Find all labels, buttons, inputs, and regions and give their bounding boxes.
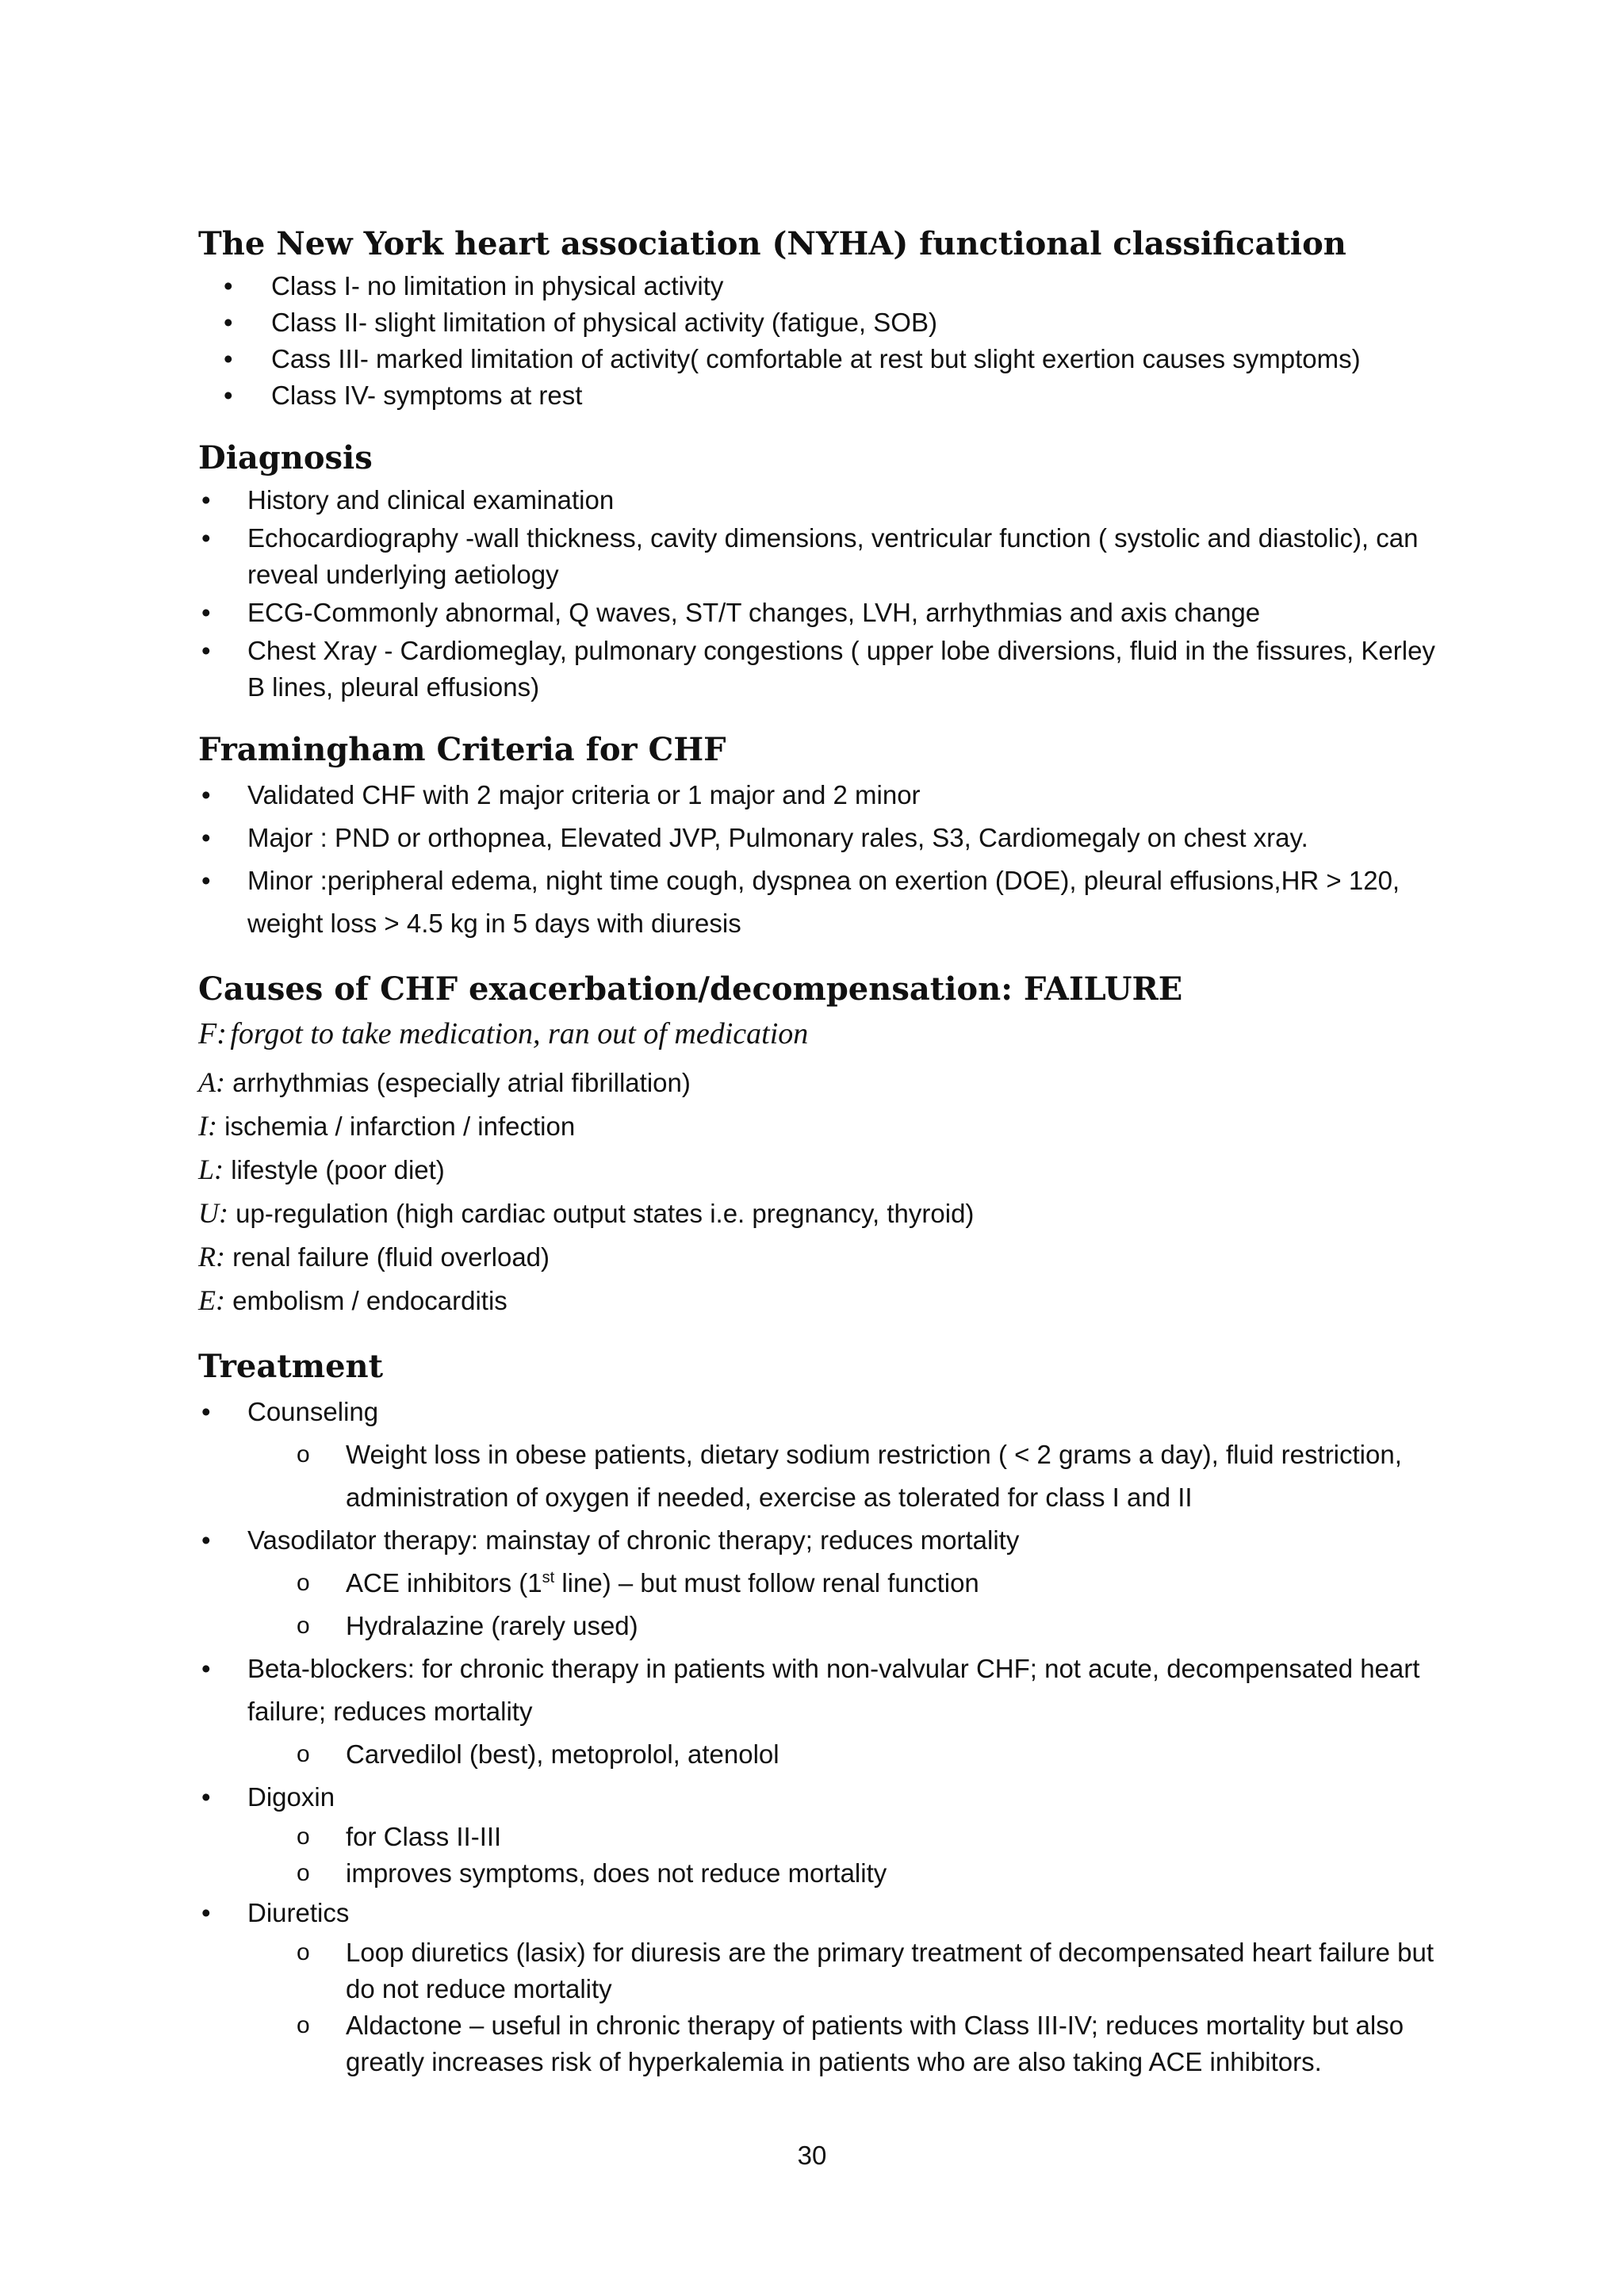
page-number: 30 bbox=[797, 2141, 827, 2170]
list-item: • ECG-Commonly abnormal, Q waves, ST/T changes, LVH, arrhythmias and axis change bbox=[198, 595, 1435, 631]
treatment-item-beta-blockers bbox=[198, 1647, 1435, 1776]
sub-list bbox=[247, 1733, 1435, 1776]
sub-item-text: line) – but must follow renal function bbox=[554, 1568, 979, 1598]
item-label: Diuretics bbox=[247, 1898, 350, 1927]
list-item: • Class I- no limitation in physical activity bbox=[198, 268, 1435, 304]
sub-list bbox=[247, 1819, 1435, 1892]
list-item: • Chest Xray - Cardiomeglay, pulmonary congestions ( upper lobe diversions, fluid in the fissures, Kerley B lines, pleural effusions) bbox=[198, 633, 1435, 706]
mnemonic-text: embolism / endocarditis bbox=[232, 1286, 508, 1315]
list-item: • Class II- slight limitation of physical activity (fatigue, SOB) bbox=[198, 304, 1435, 341]
nyha-heading: The New York heart association (NYHA) functional classification bbox=[198, 225, 1346, 262]
mnemonic-letter: A: bbox=[198, 1066, 225, 1098]
treatment-item-counseling bbox=[198, 1391, 1435, 1519]
list-item: • Cass III- marked limitation of activity( comfortable at rest but slight exertion causes symptoms) bbox=[198, 341, 1435, 377]
treatment-section bbox=[198, 1345, 1435, 2080]
mnemonic-text: up-regulation (high cardiac output states i.e. pregnancy, thyroid) bbox=[236, 1199, 975, 1228]
list-item: • Echocardiography -wall thickness, cavity dimensions, ventricular function ( systolic and diastolic), can reveal underlying aetiology bbox=[198, 520, 1435, 593]
sub-item: o Hydralazine (rarely used) bbox=[247, 1605, 1435, 1647]
list-item: • Validated CHF with 2 major criteria or 1 major and 2 minor bbox=[198, 774, 1435, 817]
sub-item: o improves symptoms, does not reduce mortality bbox=[247, 1855, 1435, 1892]
sub-item: o Aldactone – useful in chronic therapy of patients with Class III-IV; reduces mortality but also greatly increases risk of hyperkalemia in patients who are also taking ACE inhibitors. bbox=[247, 2007, 1435, 2080]
failure-line-l bbox=[198, 1148, 1435, 1192]
sub-item-text: ACE inhibitors (1 bbox=[346, 1568, 542, 1598]
sub-item: o Loop diuretics (lasix) for diuresis are the primary treatment of decompensated heart failure but do not reduce mortality bbox=[247, 1934, 1435, 2007]
failure-line-u bbox=[198, 1192, 1435, 1235]
mnemonic-text: lifestyle (poor diet) bbox=[231, 1155, 445, 1184]
framingham-list bbox=[198, 774, 1435, 945]
sub-item: o Carvedilol (best), metoprolol, atenolol bbox=[247, 1733, 1435, 1776]
mnemonic-letter: F: bbox=[198, 1017, 227, 1050]
mnemonic-letter: E: bbox=[198, 1284, 225, 1316]
mnemonic-text: arrhythmias (especially atrial fibrillation) bbox=[232, 1068, 691, 1097]
diagnosis-heading: Diagnosis bbox=[198, 439, 373, 476]
failure-line-a bbox=[198, 1061, 1435, 1104]
framingham-heading: Framingham Criteria for CHF bbox=[198, 731, 726, 768]
list-item: • History and clinical examination bbox=[198, 482, 1435, 519]
mnemonic-letter: U: bbox=[198, 1197, 228, 1229]
mnemonic-text: forgot to take medication, ran out of medication bbox=[230, 1017, 809, 1050]
diagnosis-list bbox=[198, 482, 1435, 706]
page-content bbox=[198, 222, 1435, 2103]
sub-item: o for Class II-III bbox=[247, 1819, 1435, 1855]
treatment-item-digoxin bbox=[198, 1776, 1435, 1892]
nyha-section bbox=[198, 222, 1435, 414]
item-label: Digoxin bbox=[247, 1782, 335, 1812]
mnemonic-text: renal failure (fluid overload) bbox=[232, 1242, 550, 1272]
item-label: Vasodilator therapy: mainstay of chronic therapy; reduces mortality bbox=[247, 1525, 1020, 1555]
sub-list bbox=[247, 1562, 1435, 1647]
diagnosis-section bbox=[198, 436, 1435, 706]
framingham-section bbox=[198, 728, 1435, 945]
item-label: Beta-blockers: for chronic therapy in patients with non-valvular CHF; not acute, decompensated heart failure; reduces mortality bbox=[247, 1654, 1420, 1726]
sub-item bbox=[247, 1562, 1435, 1605]
failure-section bbox=[198, 967, 1435, 1322]
item-label: Counseling bbox=[247, 1397, 379, 1426]
treatment-item-diuretics bbox=[198, 1892, 1435, 2080]
failure-line-f bbox=[198, 1013, 1435, 1061]
sub-list bbox=[247, 1433, 1435, 1519]
superscript: st bbox=[542, 1569, 555, 1586]
mnemonic-letter: I: bbox=[198, 1110, 217, 1142]
treatment-item-vasodilator bbox=[198, 1519, 1435, 1647]
sub-list bbox=[247, 1934, 1435, 2080]
failure-line-e bbox=[198, 1279, 1435, 1322]
mnemonic-text: ischemia / infarction / infection bbox=[224, 1112, 576, 1141]
failure-heading: Causes of CHF exacerbation/decompensation: FAILURE bbox=[198, 970, 1183, 1008]
list-item: • Minor :peripheral edema, night time cough, dyspnea on exertion (DOE), pleural effusions,HR > 120, weight loss > 4.5 kg in 5 days with diuresis bbox=[198, 859, 1435, 945]
list-item: • Major : PND or orthopnea, Elevated JVP, Pulmonary rales, S3, Cardiomegaly on chest xray. bbox=[198, 817, 1435, 859]
failure-line-r bbox=[198, 1235, 1435, 1279]
sub-item: o Weight loss in obese patients, dietary sodium restriction ( < 2 grams a day), fluid restriction, administration of oxygen if needed, exercise as tolerated for class I and II bbox=[247, 1433, 1435, 1519]
failure-line-i bbox=[198, 1104, 1435, 1148]
nyha-list bbox=[198, 268, 1435, 414]
mnemonic-letter: L: bbox=[198, 1154, 224, 1185]
treatment-heading: Treatment bbox=[198, 1348, 384, 1385]
list-item: • Class IV- symptoms at rest bbox=[198, 377, 1435, 414]
mnemonic-letter: R: bbox=[198, 1241, 225, 1272]
treatment-list bbox=[198, 1391, 1435, 2080]
